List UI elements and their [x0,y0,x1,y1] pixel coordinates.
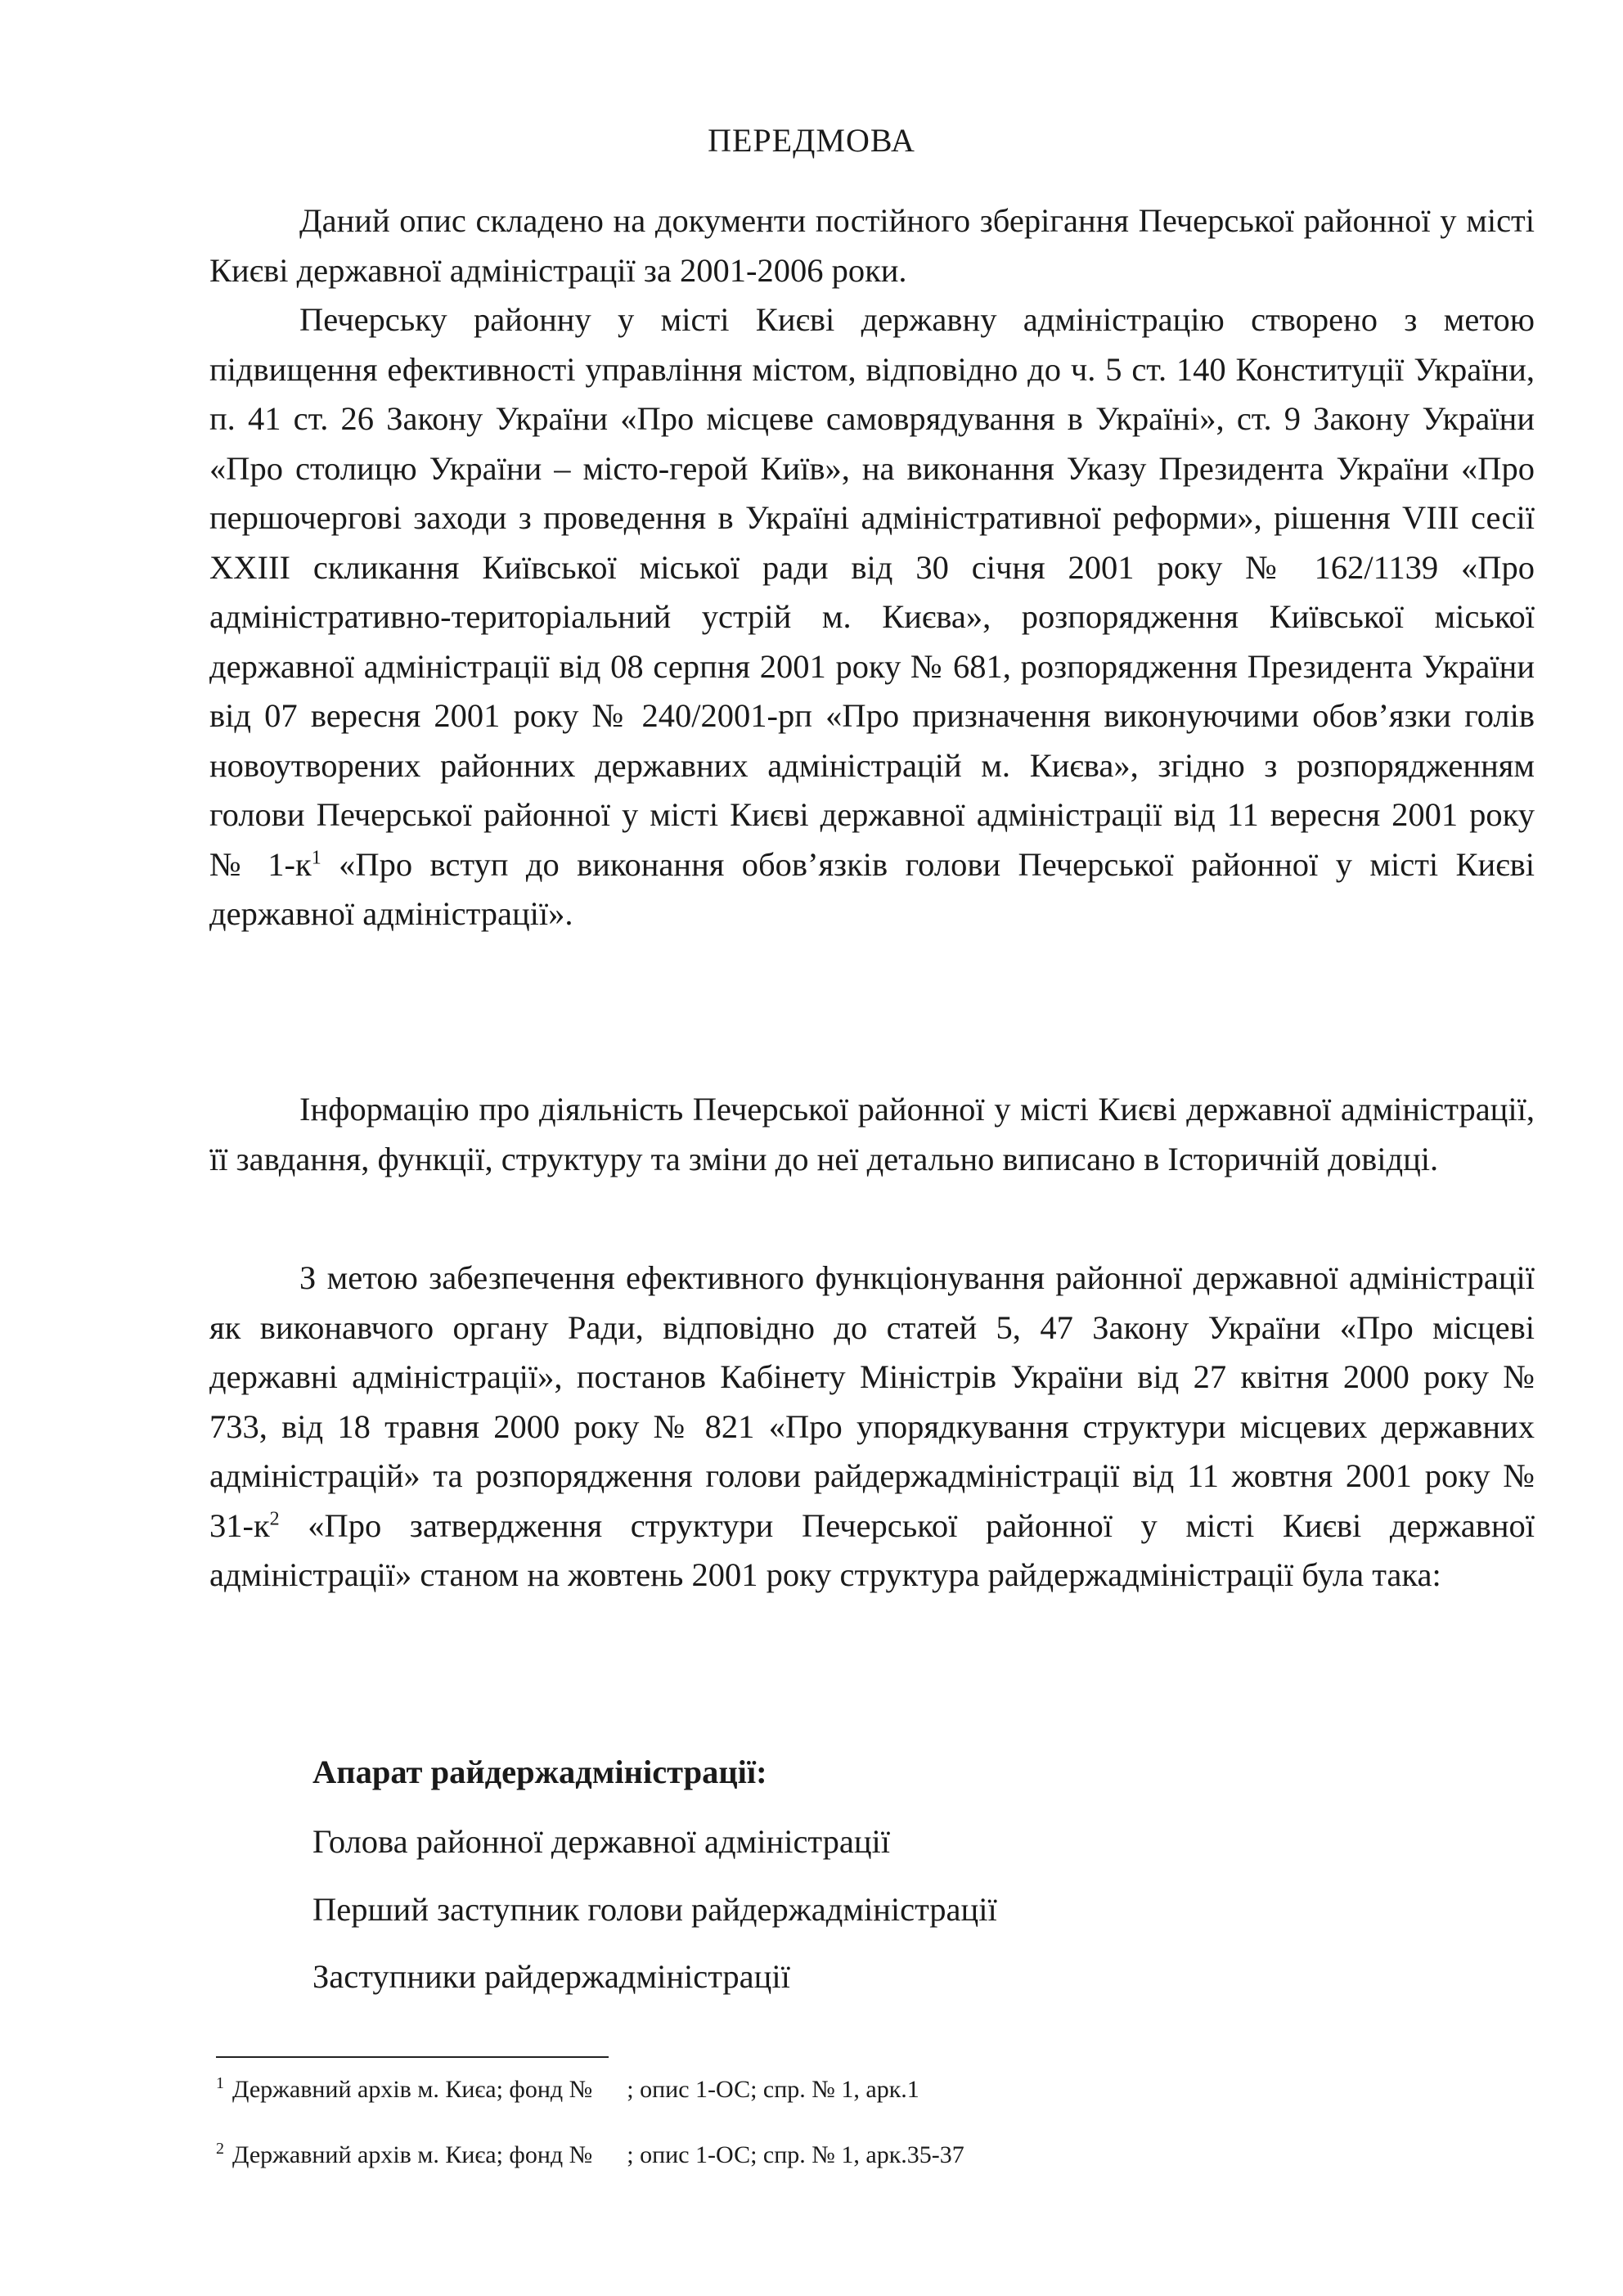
apparatus-heading: Апарат райдержадміністрації: [312,1754,767,1790]
intro-paragraph-2 [209,295,1535,939]
apparatus-item: Голова районної державної адміністрації [312,1823,891,1860]
footnote-text-tail: ; опис 1-ОС; спр. № 1, арк.1 [627,2076,919,2103]
footnote-text: Державний архів м. Києа; фонд № [232,2141,593,2168]
page-title: ПЕРЕДМОВА [708,122,915,159]
footnote-text-tail: ; опис 1-ОС; спр. № 1, арк.35-37 [627,2141,964,2168]
footnote-divider [216,2056,609,2058]
footnote-mark: 2 [216,2140,224,2158]
footnote-2 [216,2141,964,2169]
structure-paragraph-text: З метою забезпечення ефективного функціонування районної державної адміністрації як виконавчого органу Ради, відповідно до статей 5, 47 Закону України «Про місцеві державні адміністрації», постанов Кабінету Міністрів України від 27 квітня 2000 року № 733, від 18 травня 2000 року № 821 «Про упорядкування структури місцевих державних адміністрацій» та розпорядження голови райдержадміністрації від 11 жовтня 2001 року № 31-к [209,1259,1535,1544]
apparatus-item: Заступники райдержадміністрації [312,1958,790,1995]
footnote-reference-1: 1 [311,847,321,868]
apparatus-item: Перший заступник голови райдержадміністрації [312,1891,997,1928]
footnote-reference-2: 2 [269,1508,280,1529]
info-paragraph: Інформацію про діяльність Печерської районної у місті Києві державної адміністрації, її завдання, функції, структуру та зміни до неї детально виписано в Історичній довідці. [209,1091,1535,1177]
intro-paragraph-2-tail: «Про вступ до виконання обов’язків голови Печерської районної у місті Києві державної адміністрації». [209,845,1535,932]
structure-paragraph-tail: «Про затвердження структури Печерської районної у місті Києві державної адміністрації» станом на жовтень 2001 року структура райдержадміністрації була така: [209,1506,1535,1593]
intro-paragraph-2-text: Печерську районну у місті Києві державну адміністрацію створено з метою підвищення ефективності управління містом, відповідно до ч. 5 ст. 140 Конституції України, п. 41 ст. 26 Закону України «Про місцеве самоврядування в Україні», ст. 9 Закону України «Про столицю України – місто-герой Київ», на виконання Указу Президента України «Про першочергові заходи з проведення в Україні адміністративної реформи», рішення VIII сесії XXIII скликання Київської міської ради від 30 січня 2001 року № 162/1139 «Про адміністративно-територіальний устрій м. Києва», розпорядження Київської міської державної адміністрації від 08 серпня 2001 року № 681, розпорядження Президента України від 07 вересня 2001 року № 240/2001-рп «Про призначення виконуючими обов’язки голів новоутворених районних державних адміністрацій м. Києва», згідно з розпорядженням голови Печерської районної у місті Києві державної адміністрації від 11 вересня 2001 року № 1-к [209,301,1535,883]
footnote-1 [216,2076,919,2104]
intro-section [209,196,1535,939]
footnote-text: Державний архів м. Києа; фонд № [232,2076,593,2103]
intro-paragraph-1: Даний опис складено на документи постійного зберігання Печерської районної у місті Києві державної адміністрації за 2001-2006 роки. [209,202,1535,289]
structure-paragraph [209,1254,1535,1600]
footnote-mark: 1 [216,2074,224,2092]
